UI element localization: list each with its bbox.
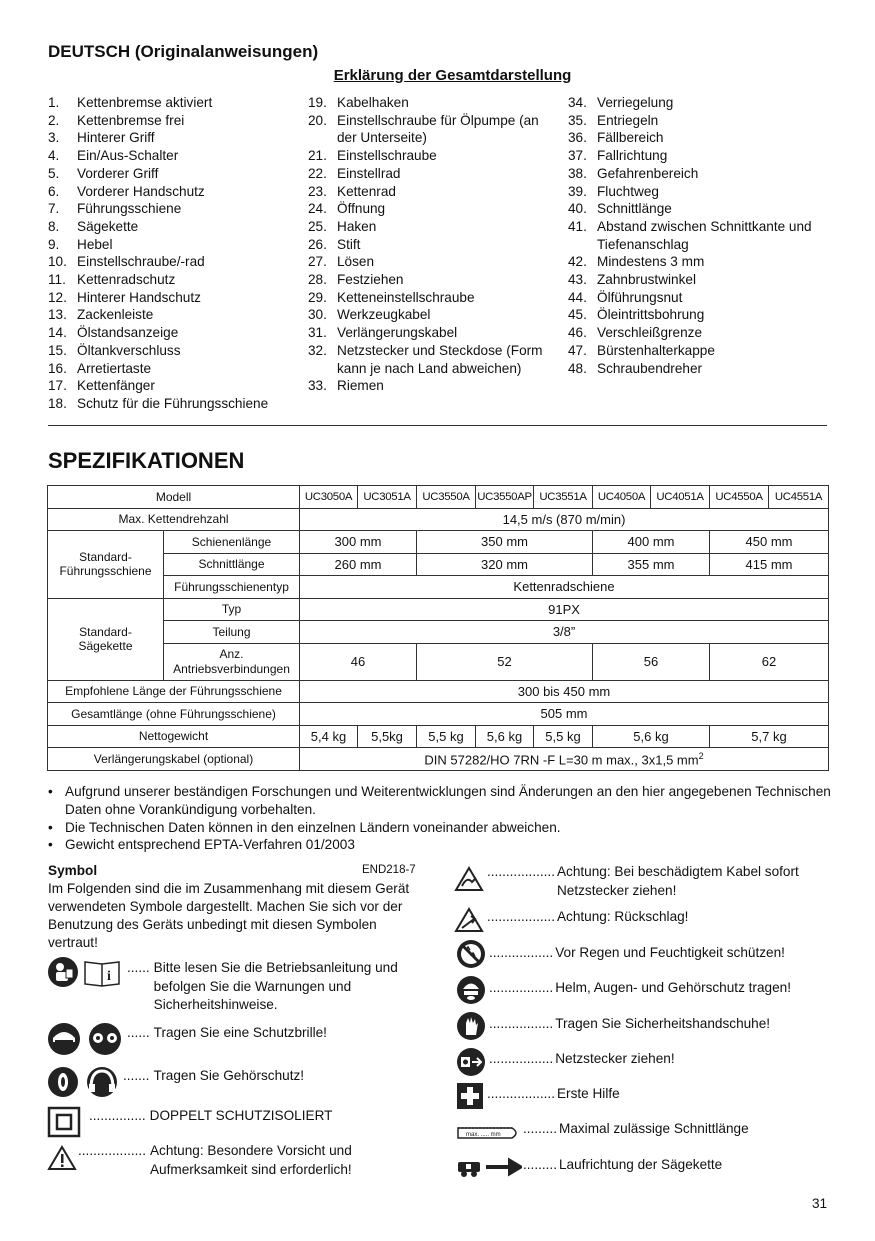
legend-item (48, 342, 298, 360)
legend-item (308, 236, 560, 254)
symbol-row (127, 959, 427, 1015)
warning-icon (47, 1145, 77, 1171)
symbol-text: Erste Hilfe (556, 1086, 620, 1101)
legend-item (308, 324, 560, 342)
table-cell: 450 mm (710, 531, 829, 554)
legend-text: Haken (337, 218, 377, 234)
table-row (48, 703, 829, 726)
legend-number: 2. (48, 112, 60, 128)
legend-text: Verschleißgrenze (597, 325, 703, 341)
table-cell: 14,5 m/s (870 m/min) (300, 508, 829, 531)
legend-column-1 (48, 94, 298, 413)
max-cut-length-icon (456, 1124, 522, 1142)
symbol-row (127, 1024, 427, 1043)
legend-text: Einstellschraube für Ölpumpe (an der Unterseite) (337, 112, 539, 146)
dot-leader: ................. (489, 980, 554, 995)
legend-item (568, 200, 828, 218)
symbol-row (487, 1085, 827, 1104)
table-cell: Gesamtlänge (ohne Führungsschiene) (48, 703, 300, 726)
table-cell: 350 mm (417, 531, 593, 554)
table-row (48, 598, 829, 621)
legend-item (308, 112, 560, 147)
legend-number: 12. (48, 289, 67, 305)
symbol-row (489, 944, 829, 963)
legend-item (568, 324, 828, 342)
svg-text:i: i (107, 969, 111, 984)
table-cell: Modell (48, 486, 300, 509)
legend-number: 48. (568, 360, 587, 376)
legend-text: Hinterer Griff (77, 130, 155, 146)
note-text: Gewicht entsprechend EPTA-Verfahren 01/2003 (65, 837, 355, 853)
legend-item (48, 94, 298, 112)
legend-number: 21. (308, 148, 327, 164)
table-cell: Nettogewicht (48, 725, 300, 748)
legend-text: Kettenrad (337, 183, 396, 199)
model-cell: UC4550A (710, 486, 769, 509)
legend-number: 47. (568, 342, 587, 358)
legend-item (308, 377, 560, 395)
legend-text: Entriegeln (597, 112, 659, 128)
model-cell: UC4051A (651, 486, 710, 509)
legend-text: Kettenfänger (77, 378, 155, 394)
symbol-text: Bitte lesen Sie die Betriebsanleitung und befolgen Sie die Warnungen und Sicherheitshinweise. (153, 960, 398, 1012)
bullet: • (48, 819, 53, 835)
legend-text: Stift (337, 236, 361, 252)
table-cell: Standard- Führungsschiene (48, 531, 164, 599)
legend-item (308, 183, 560, 201)
legend-number: 10. (48, 254, 67, 270)
table-cell: 5,5 kg (417, 725, 476, 748)
section-subtitle: Erklärung der Gesamtdarstellung (333, 67, 572, 84)
symbol-row (523, 1120, 823, 1139)
dot-leader: .................. (487, 1086, 555, 1101)
legend-text: Abstand zwischen Schnittkante und Tiefenanschlag (597, 218, 812, 252)
table-cell: Empfohlene Länge der Führungsschiene (48, 680, 300, 703)
legend-item (48, 147, 298, 165)
legend-number: 1. (48, 95, 60, 110)
legend-item (48, 377, 298, 395)
ear-protection-icon (47, 1066, 121, 1098)
goggles-icon (47, 1022, 123, 1056)
symbol-text: Helm, Augen- und Gehörschutz tragen! (555, 980, 791, 995)
table-row (48, 643, 829, 680)
legend-number: 38. (568, 165, 587, 181)
legend-item (568, 165, 828, 183)
table-cell: 62 (710, 643, 829, 680)
legend-number: 39. (568, 183, 587, 199)
legend-text: Kettenbremse frei (77, 112, 185, 128)
model-cell: UC3550AP (476, 486, 534, 509)
bullet: • (48, 837, 53, 853)
symbol-text: Tragen Sie eine Schutzbrille! (153, 1025, 327, 1040)
no-rain-icon (456, 939, 486, 969)
legend-text: Vorderer Griff (77, 165, 159, 181)
legend-text: Fallrichtung (597, 148, 668, 164)
legend-number: 26. (308, 236, 327, 252)
divider (48, 425, 827, 426)
legend-text: Einstellschraube/-rad (77, 254, 205, 270)
table-cell: Führungsschienentyp (164, 576, 300, 599)
legend-text: Sägekette (77, 218, 139, 234)
legend-item (568, 94, 828, 112)
legend-text: Einstellrad (337, 165, 401, 181)
dot-leader: .................. (487, 909, 555, 924)
symbol-row (487, 908, 827, 927)
dot-leader: ................. (489, 1051, 554, 1066)
legend-item (308, 200, 560, 218)
legend-column-2 (308, 94, 560, 395)
legend-number: 34. (568, 95, 587, 110)
legend-number: 36. (568, 130, 587, 146)
legend-number: 20. (308, 112, 327, 128)
dot-leader: .................. (487, 864, 555, 879)
table-cell (300, 748, 829, 771)
legend-text: Ölführungsnut (597, 289, 683, 305)
legend-text: Schraubendreher (597, 360, 703, 376)
symbol-row (489, 979, 829, 998)
legend-number: 43. (568, 272, 587, 288)
legend-item (308, 218, 560, 236)
unplug-icon (456, 1047, 486, 1077)
legend-number: 4. (48, 148, 60, 164)
table-cell: Teilung (164, 621, 300, 644)
legend-item (568, 183, 828, 201)
list-item (48, 836, 838, 854)
table-cell: 300 bis 450 mm (300, 680, 829, 703)
legend-number: 9. (48, 236, 60, 252)
legend-number: 32. (308, 342, 327, 358)
table-cell: 3/8” (300, 621, 829, 644)
legend-item (48, 306, 298, 324)
legend-number: 15. (48, 342, 67, 358)
legend-item (308, 147, 560, 165)
legend-item (48, 183, 298, 201)
legend-item (48, 360, 298, 378)
legend-item (48, 218, 298, 236)
model-cell: UC4050A (593, 486, 651, 509)
table-cell: 355 mm (593, 553, 710, 576)
legend-text: Netzstecker und Steckdose (Form kann je nach Land abweichen) (337, 342, 543, 376)
legend-item (48, 289, 298, 307)
legend-number: 33. (308, 378, 327, 394)
legend-number: 46. (568, 325, 587, 341)
symbol-row (489, 1050, 829, 1069)
first-aid-icon (456, 1082, 484, 1110)
symbol-row (487, 863, 827, 900)
double-insulation-icon (47, 1106, 83, 1138)
legend-number: 6. (48, 183, 60, 199)
symbol-text: Achtung: Bei beschädigtem Kabel sofort Netzstecker ziehen! (556, 864, 799, 898)
legend-text: Kettenbremse aktiviert (77, 95, 213, 110)
table-cell: 300 mm (300, 531, 417, 554)
legend-item (48, 165, 298, 183)
legend-item (308, 94, 560, 112)
legend-number: 31. (308, 325, 327, 341)
dot-leader: ................. (489, 945, 554, 960)
table-row (48, 576, 829, 599)
legend-number: 22. (308, 165, 327, 181)
legend-text: Schnittlänge (597, 201, 672, 217)
legend-text: Fluchtweg (597, 183, 659, 199)
legend-text: Zahnbrustwinkel (597, 272, 696, 288)
legend-item (568, 289, 828, 307)
legend-item (568, 271, 828, 289)
dot-leader: .................. (78, 1143, 146, 1158)
legend-number: 11. (48, 272, 66, 288)
legend-number: 25. (308, 218, 327, 234)
table-cell: 320 mm (417, 553, 593, 576)
legend-text: Hinterer Handschutz (77, 289, 201, 305)
helmet-icon (456, 975, 486, 1005)
dot-leader: ......... (523, 1121, 557, 1136)
symbol-text: Tragen Sie Sicherheitshandschuhe! (555, 1016, 771, 1031)
list-item (48, 783, 838, 819)
legend-text: Ketteneinstellschraube (337, 289, 475, 305)
legend-number: 37. (568, 148, 587, 164)
dot-leader: ................. (489, 1016, 554, 1031)
legend-text: Verriegelung (597, 95, 674, 110)
legend-text: Fällbereich (597, 130, 664, 146)
legend-text: Werkzeugkabel (337, 307, 431, 323)
legend-item (308, 271, 560, 289)
bullet: • (48, 784, 53, 799)
list-item (48, 819, 838, 837)
table-cell: 260 mm (300, 553, 417, 576)
table-cell: 5,6 kg (593, 725, 710, 748)
legend-text: Bürstenhalterkappe (597, 342, 715, 358)
model-cell: UC3550A (417, 486, 476, 509)
legend-text: Zackenleiste (77, 307, 154, 323)
legend-item (308, 165, 560, 183)
table-cell: 5,5kg (358, 725, 417, 748)
legend-item (48, 112, 298, 130)
table-row (48, 553, 829, 576)
legend-number: 18. (48, 395, 67, 411)
legend-text: Vorderer Handschutz (77, 183, 205, 199)
table-cell: 400 mm (593, 531, 710, 554)
legend-text: Kabelhaken (337, 95, 409, 110)
legend-number: 35. (568, 112, 587, 128)
legend-number: 7. (48, 201, 60, 217)
dot-leader: ......... (523, 1157, 557, 1172)
cord-superscript: 2 (698, 750, 704, 761)
legend-item (568, 342, 828, 360)
symbol-row (123, 1067, 423, 1086)
legend-number: 30. (308, 307, 327, 323)
legend-text: Kettenradschutz (77, 272, 176, 288)
legend-number: 24. (308, 201, 327, 217)
legend-item (48, 253, 298, 271)
legend-number: 44. (568, 289, 587, 305)
symbol-heading: Symbol (48, 863, 98, 878)
table-cell: 52 (417, 643, 593, 680)
symbol-row (523, 1156, 823, 1175)
model-cell: UC3551A (534, 486, 593, 509)
model-cell: UC3051A (358, 486, 417, 509)
symbol-text: Maximal zulässige Schnittlänge (559, 1121, 749, 1136)
legend-item (48, 271, 298, 289)
max-label: max. ..... mm (466, 1132, 501, 1138)
legend-number: 14. (48, 325, 67, 341)
dot-leader: ...... (127, 960, 150, 975)
legend-text: Hebel (77, 236, 113, 252)
note-text: Die Technischen Daten können in den einzelnen Ländern voneinander abweichen. (65, 819, 561, 835)
symbol-text: Laufrichtung der Sägekette (559, 1157, 723, 1172)
table-row (48, 531, 829, 554)
damaged-cable-icon (454, 866, 484, 892)
table-cell: Standard- Sägekette (48, 598, 164, 680)
table-cell: 5,5 kg (534, 725, 593, 748)
table-cell: 5,7 kg (710, 725, 829, 748)
legend-number: 17. (48, 378, 67, 394)
manual-icon (47, 956, 123, 988)
legend-text: Gefahrenbereich (597, 165, 699, 181)
model-cell: UC4551A (769, 486, 829, 509)
section-heading: DEUTSCH (Originalanweisungen) (48, 42, 319, 61)
table-cell: 5,6 kg (476, 725, 534, 748)
gloves-icon (456, 1011, 486, 1041)
legend-text: Öffnung (337, 201, 386, 217)
model-cell: UC3050A (300, 486, 358, 509)
legend-item (568, 129, 828, 147)
legend-text: Führungsschiene (77, 201, 182, 217)
page-number: 31 (812, 1196, 828, 1211)
legend-text: Lösen (337, 254, 375, 270)
legend-text: Riemen (337, 378, 384, 394)
symbol-row (489, 1015, 829, 1034)
legend-text: Verlängerungskabel (337, 325, 458, 341)
dot-leader: ....... (123, 1068, 150, 1083)
chain-direction-icon (456, 1156, 522, 1178)
table-cell: 415 mm (710, 553, 829, 576)
legend-number: 23. (308, 183, 327, 199)
table-cell: 56 (593, 643, 710, 680)
cord-spec: DIN 57282/HO 7RN -F L=30 m max., 3x1,5 mm (424, 751, 699, 767)
legend-text: Mindestens 3 mm (597, 254, 705, 270)
table-cell: Kettenradschiene (300, 576, 829, 599)
legend-text: Ölstandsanzeige (77, 325, 179, 341)
table-row (48, 508, 829, 531)
legend-item (48, 324, 298, 342)
legend-text: Öltankverschluss (77, 342, 181, 358)
table-cell: Verlängerungskabel (optional) (48, 748, 300, 771)
legend-item (568, 218, 828, 253)
table-cell: Schienenlänge (164, 531, 300, 554)
legend-item (568, 306, 828, 324)
table-cell: Anz. Antriebsverbindungen (164, 643, 300, 680)
dot-leader: ............... (89, 1108, 146, 1123)
notes-list (48, 783, 838, 854)
legend-number: 8. (48, 218, 60, 234)
legend-item (48, 200, 298, 218)
legend-number: 29. (308, 289, 327, 305)
symbol-text: Achtung: Rückschlag! (556, 909, 689, 924)
legend-text: Festziehen (337, 272, 404, 288)
symbol-text: DOPPELT SCHUTZISOLIERT (149, 1108, 333, 1123)
legend-number: 16. (48, 360, 67, 376)
table-cell: 505 mm (300, 703, 829, 726)
note-text: Aufgrund unserer beständigen Forschungen und Weiterentwicklungen sind Änderungen an den hier angegebenen Technischen Daten ohne Vorankündigung vorbehalten. (65, 784, 831, 817)
legend-text: Schutz für die Führungsschiene (77, 395, 269, 411)
legend-item (568, 147, 828, 165)
symbol-text: Achtung: Besondere Vorsicht und Aufmerksamkeit sind erforderlich! (149, 1143, 352, 1177)
legend-item (48, 395, 298, 413)
table-row (48, 486, 829, 509)
table-cell: Schnittlänge (164, 553, 300, 576)
symbol-text: Netzstecker ziehen! (555, 1051, 675, 1066)
legend-number: 27. (308, 254, 327, 270)
legend-item (568, 112, 828, 130)
symbol-code: END218-7 (362, 864, 416, 876)
table-cell: Typ (164, 598, 300, 621)
symbol-row (78, 1142, 423, 1179)
legend-item (568, 253, 828, 271)
table-cell: Max. Kettendrehzahl (48, 508, 300, 531)
table-cell: 46 (300, 643, 417, 680)
dot-leader: ...... (127, 1025, 150, 1040)
legend-number: 41. (568, 218, 587, 234)
legend-number: 40. (568, 201, 587, 217)
legend-number: 28. (308, 272, 327, 288)
table-row (48, 725, 829, 748)
table-row (48, 748, 829, 771)
table-cell: 91PX (300, 598, 829, 621)
legend-item (48, 236, 298, 254)
kickback-icon (454, 907, 484, 933)
legend-item (568, 360, 828, 378)
symbol-text: Vor Regen und Feuchtigkeit schützen! (555, 945, 785, 960)
legend-item (308, 289, 560, 307)
legend-number: 3. (48, 130, 60, 146)
spec-table (47, 485, 829, 771)
legend-column-3 (568, 94, 828, 377)
legend-text: Einstellschraube (337, 148, 437, 164)
legend-item (308, 342, 560, 377)
table-cell: 5,4 kg (300, 725, 358, 748)
table-row (48, 621, 829, 644)
symbol-text: Tragen Sie Gehörschutz! (153, 1068, 305, 1083)
legend-number: 13. (48, 307, 67, 323)
table-row (48, 680, 829, 703)
symbol-row (89, 1107, 419, 1126)
legend-item (308, 253, 560, 271)
legend-text: Arretiertaste (77, 360, 152, 376)
legend-number: 45. (568, 307, 587, 323)
legend-number: 42. (568, 254, 587, 270)
legend-item (48, 129, 298, 147)
legend-text: Öleintrittsbohrung (597, 307, 705, 323)
legend-item (308, 306, 560, 324)
spec-heading: SPEZIFIKATIONEN (48, 448, 245, 473)
legend-text: Ein/Aus-Schalter (77, 148, 179, 164)
legend-number: 5. (48, 165, 60, 181)
symbol-intro: Im Folgenden sind die im Zusammenhang mit diesem Gerät verwendeten Symbole dargestellt. Machen Sie sich vor der Benutzung des Geräts unbedingt mit diesen Symbolen vertraut! (48, 881, 410, 950)
legend-number: 19. (308, 95, 327, 110)
